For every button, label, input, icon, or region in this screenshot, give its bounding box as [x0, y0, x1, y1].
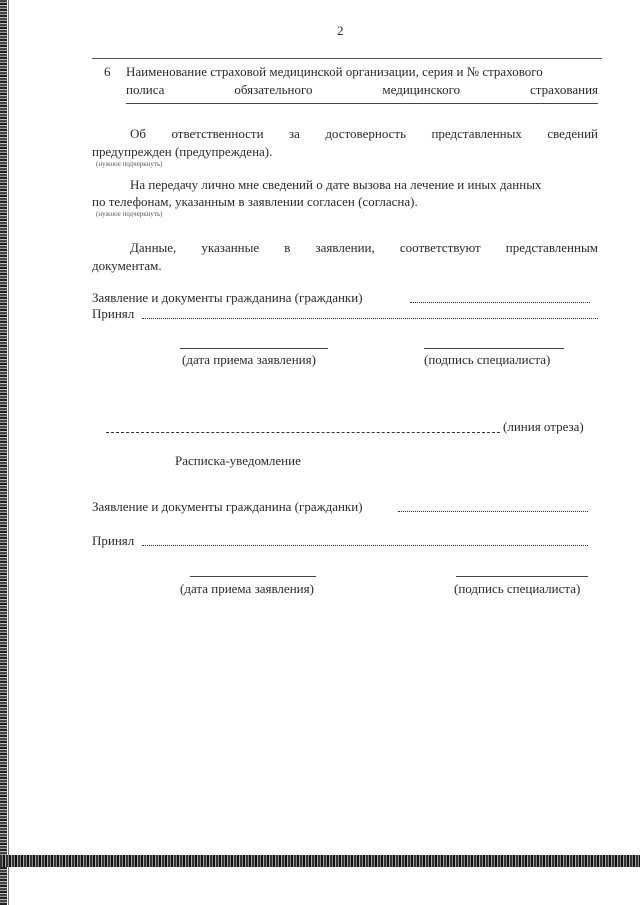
receipt-docs-fill	[410, 302, 590, 303]
responsibility-line1	[130, 126, 598, 141]
word: Об	[130, 126, 147, 141]
notice-title: Расписка-уведомление	[175, 453, 301, 468]
section6-line2	[126, 82, 598, 97]
section6-number: 6	[104, 64, 111, 79]
data-match-line1	[130, 240, 598, 255]
scan-bottom-band	[0, 855, 640, 867]
consent-line1: На передачу лично мне сведений о дате вызова на лечение и иных данных	[130, 177, 542, 192]
word: ответственности	[171, 126, 264, 141]
data-match-line2: документам.	[92, 258, 162, 273]
word: Данные,	[130, 240, 177, 255]
word: соответствуют	[399, 240, 481, 255]
receipt-date-line	[180, 348, 328, 349]
responsibility-line2: предупрежден (предупреждена).	[92, 144, 273, 159]
notice-docs-fill	[398, 511, 588, 512]
word: сведений	[547, 126, 598, 141]
receipt-docs-label: Заявление и документы гражданина (гражданки)	[92, 290, 363, 305]
consent-line2: по телефонам, указанным в заявлении согласен (согласна).	[92, 194, 418, 209]
receipt-signature-line	[424, 348, 564, 349]
notice-signature-line	[456, 576, 588, 577]
scan-left-edge	[0, 0, 7, 905]
section6-fill-line	[126, 103, 598, 104]
notice-accepted-label: Принял	[92, 533, 135, 548]
top-rule	[92, 58, 602, 59]
cut-line	[106, 432, 500, 433]
receipt-accepted-fill	[142, 318, 598, 319]
notice-date-line	[190, 576, 316, 577]
word: достоверность	[325, 126, 407, 141]
receipt-signature-caption: (подпись специалиста)	[424, 352, 551, 367]
page-number: 2	[337, 23, 344, 38]
receipt-accepted-label: Принял	[92, 306, 135, 321]
word: в	[284, 240, 291, 255]
word: обязательного	[234, 82, 313, 97]
section6-line1: Наименование страховой медицинской организации, серия и № страхового	[126, 64, 543, 79]
word: страхования	[529, 82, 598, 97]
word: полиса	[126, 82, 165, 97]
word: заявлении,	[315, 240, 375, 255]
word: указанные	[201, 240, 260, 255]
responsibility-note: (нужное подчеркнуть)	[96, 160, 163, 168]
notice-signature-caption: (подпись специалиста)	[454, 581, 581, 596]
consent-note: (нужное подчеркнуть)	[96, 210, 163, 218]
word: представленным	[505, 240, 598, 255]
notice-accepted-fill	[142, 545, 588, 546]
word: представленных	[431, 126, 522, 141]
receipt-date-caption: (дата приема заявления)	[182, 352, 316, 367]
word: медицинского	[382, 82, 461, 97]
notice-docs-label: Заявление и документы гражданина (гражданки)	[92, 499, 363, 514]
notice-date-caption: (дата приема заявления)	[180, 581, 314, 596]
cut-line-label: (линия отреза)	[503, 419, 584, 434]
word: за	[288, 126, 300, 141]
scan-left-edge-line	[8, 0, 9, 905]
